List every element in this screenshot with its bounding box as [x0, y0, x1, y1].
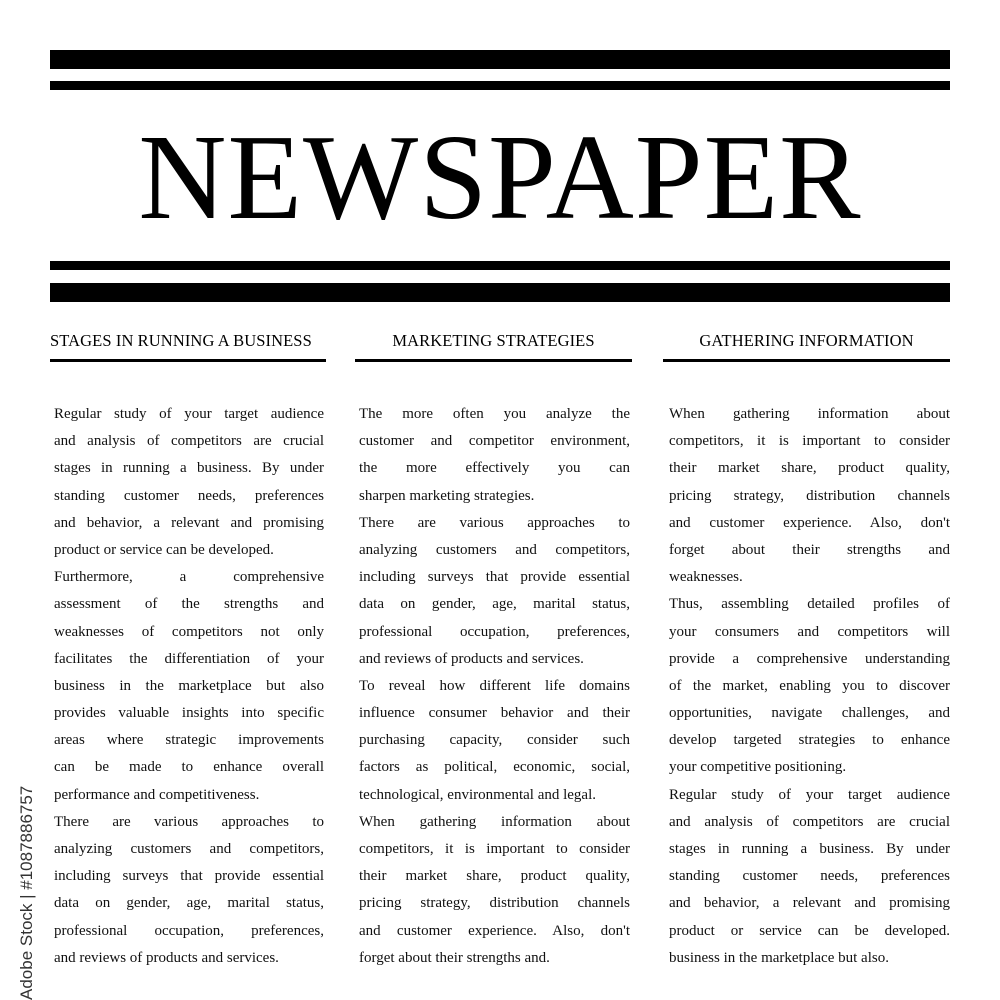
- text-line: sharpen marketing strategies.: [359, 487, 535, 504]
- column-body: [663, 401, 950, 972]
- column-heading: GATHERING INFORMATION: [699, 331, 914, 350]
- text-line: your consumers and competitors will: [669, 623, 950, 640]
- text-line: including surveys that provide essential: [359, 569, 630, 586]
- bottom-thick-rule: [50, 283, 950, 302]
- top-thick-rule: [50, 50, 950, 69]
- text-line: influence consumer behavior and their: [359, 705, 630, 722]
- text-line: technological, environmental and legal.: [359, 786, 596, 803]
- text-line: Regular study of your target audience: [54, 406, 324, 422]
- text-line: Regular study of your target audience: [669, 786, 950, 803]
- text-line: weaknesses.: [669, 569, 743, 586]
- text-line: analyzing customers and competitors,: [54, 841, 324, 857]
- text-line: analyzing customers and competitors,: [359, 541, 630, 558]
- text-line: purchasing capacity, consider such: [359, 732, 630, 749]
- text-line: The more often you analyze the: [359, 406, 630, 422]
- text-line: product or service can be developed.: [669, 922, 950, 939]
- top-thin-rule: [50, 81, 950, 90]
- text-line: areas where strategic improvements: [54, 732, 324, 749]
- text-line: data on gender, age, marital status,: [54, 895, 324, 912]
- column-stages: [50, 328, 326, 972]
- text-line: data on gender, age, marital status,: [359, 596, 630, 613]
- column-heading-rule: [663, 359, 950, 362]
- text-line: stages in running a business. By under: [669, 841, 950, 857]
- text-line: Furthermore, a comprehensive: [54, 569, 324, 586]
- bottom-thin-rule: [50, 261, 950, 270]
- column-heading-rule: [355, 359, 632, 362]
- text-line: provide a comprehensive understanding: [669, 650, 950, 667]
- column-heading: STAGES IN RUNNING A BUSINESS: [50, 331, 312, 350]
- text-line: the more effectively you can: [359, 460, 630, 477]
- text-line: provides valuable insights into specific: [54, 705, 324, 722]
- text-line: can be made to enhance overall: [54, 759, 324, 776]
- text-line: standing customer needs, preferences: [54, 487, 324, 504]
- text-line: assessment of the strengths and: [54, 596, 324, 613]
- text-line: There are various approaches to: [54, 813, 324, 830]
- text-line: factors as political, economic, social,: [359, 759, 630, 776]
- text-line: weaknesses of competitors not only: [54, 623, 324, 640]
- text-line: business in the marketplace but also: [54, 677, 324, 694]
- text-line: and reviews of products and services.: [359, 650, 584, 667]
- column-marketing: [355, 328, 632, 972]
- text-line: performance and competitiveness.: [54, 786, 260, 803]
- text-line: their market share, product quality,: [669, 460, 950, 477]
- text-line: When gathering information about: [669, 406, 950, 422]
- masthead-title: NEWSPAPER: [138, 110, 862, 245]
- text-line: professional occupation, preferences,: [54, 922, 324, 939]
- text-line: professional occupation, preferences,: [359, 623, 630, 640]
- text-line: When gathering information about: [359, 813, 630, 830]
- stock-credit: Adobe Stock | #1087886757: [17, 785, 36, 1000]
- text-line: There are various approaches to: [359, 514, 630, 531]
- text-line: business in the marketplace but also.: [669, 949, 889, 966]
- text-line: competitors, it is important to consider: [359, 841, 630, 857]
- text-line: forget about their strengths and: [669, 541, 950, 558]
- text-line: and analysis of competitors are crucial: [54, 433, 324, 450]
- text-line: and customer experience. Also, don't: [669, 514, 950, 531]
- text-line: customer and competitor environment,: [359, 433, 630, 450]
- text-line: their market share, product quality,: [359, 868, 630, 885]
- text-line: including surveys that provide essential: [54, 868, 324, 885]
- column-heading-rule: [50, 359, 326, 362]
- text-line: standing customer needs, preferences: [669, 868, 950, 885]
- text-line: To reveal how different life domains: [359, 677, 630, 694]
- column-body: [355, 401, 632, 972]
- column-heading: MARKETING STRATEGIES: [392, 331, 595, 350]
- text-line: stages in running a business. By under: [54, 460, 324, 477]
- text-line: develop targeted strategies to enhance: [669, 732, 950, 749]
- text-line: Thus, assembling detailed profiles of: [669, 596, 950, 613]
- text-line: and reviews of products and services.: [54, 949, 279, 966]
- column-gathering: [663, 328, 950, 972]
- stock-watermark: [12, 750, 42, 1000]
- text-line: facilitates the differentiation of your: [54, 650, 324, 667]
- text-line: and customer experience. Also, don't: [359, 922, 630, 939]
- text-line: forget about their strengths and.: [359, 949, 550, 966]
- text-line: your competitive positioning.: [669, 759, 847, 776]
- text-line: and behavior, a relevant and promising: [669, 895, 950, 912]
- text-line: pricing strategy, distribution channels: [359, 895, 630, 912]
- text-line: and behavior, a relevant and promising: [54, 514, 324, 531]
- text-line: competitors, it is important to consider: [669, 433, 950, 450]
- text-line: pricing strategy, distribution channels: [669, 487, 950, 504]
- text-line: and analysis of competitors are crucial: [669, 813, 950, 830]
- text-line: of the market, enabling you to discover: [669, 677, 950, 694]
- text-line: product or service can be developed.: [54, 541, 274, 558]
- text-line: opportunities, navigate challenges, and: [669, 705, 950, 722]
- column-body: [50, 401, 326, 972]
